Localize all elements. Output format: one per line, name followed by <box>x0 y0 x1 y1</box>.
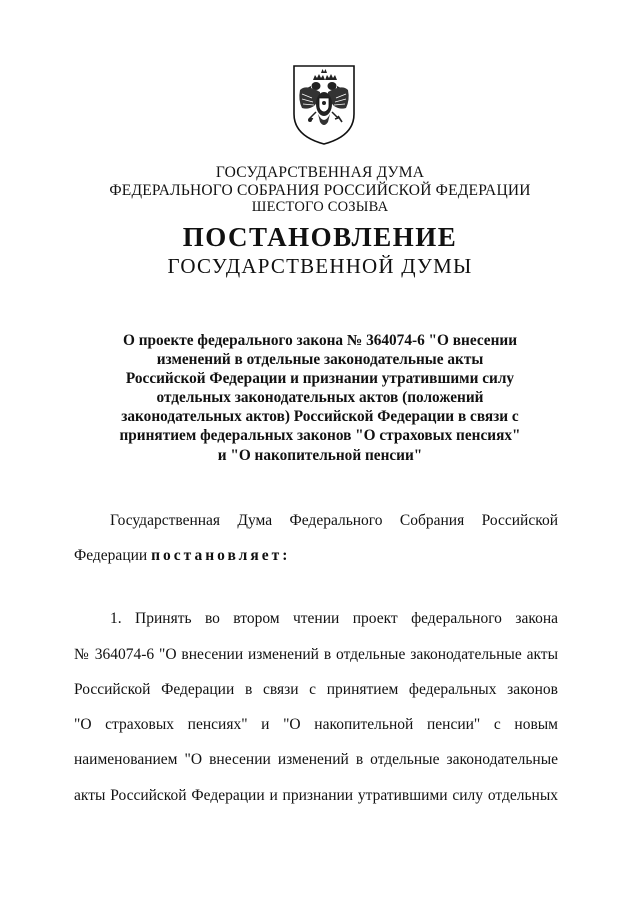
subject-line: отдельных законодательных актов (положений <box>156 389 484 407</box>
subject-line: принятием федеральных законов "О страховых пенсиях" <box>119 427 521 445</box>
paragraph-line: наименованием "О внесении изменений в отдельные законодательные <box>74 751 558 768</box>
intro-text: Федерации <box>74 547 152 564</box>
federal-assembly-header-line: ФЕДЕРАЛЬНОГО СОБРАНИЯ РОССИЙСКОЙ ФЕДЕРАЦИИ <box>109 182 531 199</box>
subject-line: изменений в отдельные законодательные акты <box>156 351 484 369</box>
paragraph-line: акты Российской Федерации и признании утратившими силу отдельных <box>74 787 558 804</box>
subject-line: и "О накопительной пенсии" <box>217 446 423 464</box>
document-subject <box>100 331 540 465</box>
paragraph-line: Российской Федерации в связи с принятием федеральных законов <box>74 681 558 698</box>
paragraph-line: 1. Принять во втором чтении проект федерального закона <box>110 610 558 627</box>
paragraph-line: № 364074-6 "О внесении изменений в отдельные законодательные акты <box>74 646 558 663</box>
subject-line: О проекте федерального закона № 364074-6 "О внесении <box>122 332 518 349</box>
document-org-subtitle: ГОСУДАРСТВЕННОЙ ДУМЫ <box>167 254 473 278</box>
paragraph-line: "О страховых пенсиях" и "О накопительной пенсии" с новым <box>74 716 558 733</box>
duma-header-line: ГОСУДАРСТВЕННАЯ ДУМА <box>215 164 425 181</box>
intro-line: Государственная Дума Федерального Собрания Российской <box>110 512 558 529</box>
subject-line: законодательных актов) Российской Федерации в связи с <box>121 408 519 426</box>
coat-of-arms-emblem <box>292 64 356 146</box>
intro-line-resolves <box>74 546 290 566</box>
subject-line: Российской Федерации и признании утратившими силу <box>125 370 515 388</box>
convocation-header-line: ШЕСТОГО СОЗЫВА <box>251 199 389 215</box>
document-type-title: ПОСТАНОВЛЕНИЕ <box>182 222 458 252</box>
resolves-word: постановляет: <box>151 547 291 564</box>
